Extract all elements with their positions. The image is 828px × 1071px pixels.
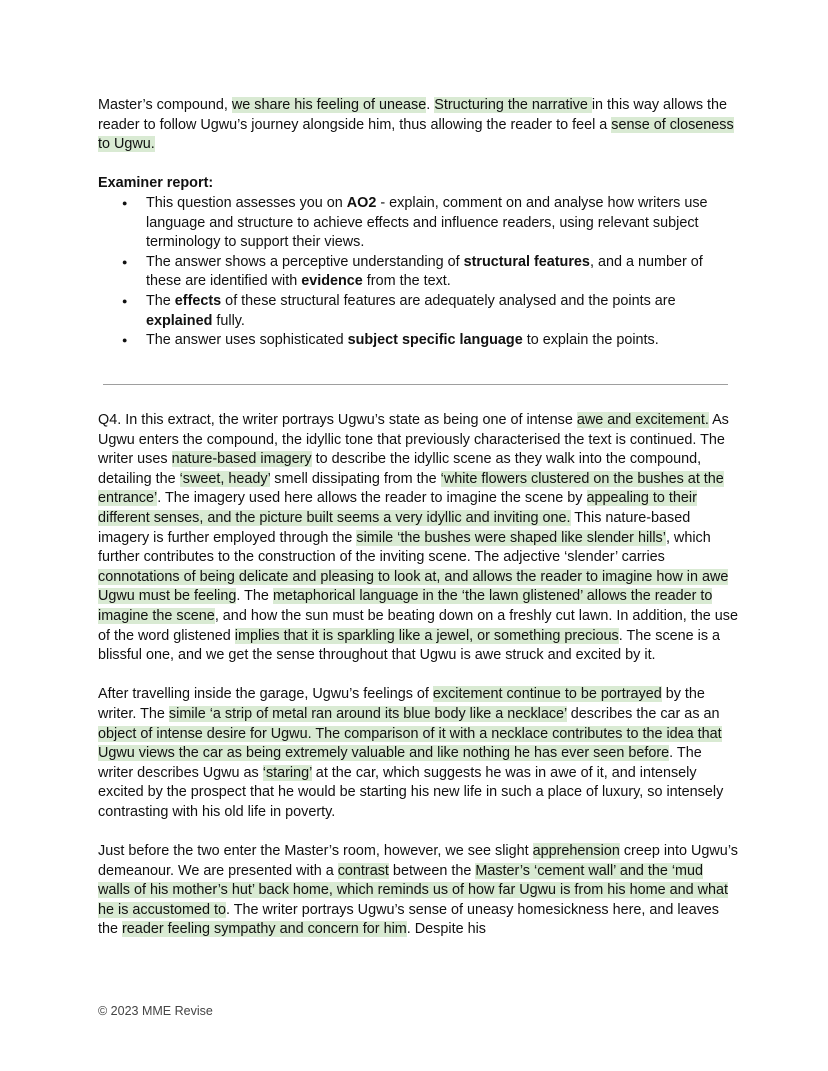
q4-paragraph-2 [98,685,738,822]
horizontal-divider [103,384,728,385]
text-run: between the [388,862,476,879]
text-run: . The imagery used here allows the reader to imagine the scene by [157,490,587,507]
intro-and-report [98,96,738,351]
text-run: . The writer describes Ugwu as [98,745,702,781]
text-run: by the writer. The [98,686,705,722]
text-run: Just before the two enter the Master’s room, however, we see slight [98,843,533,860]
text-run: to explain the points. [522,332,659,349]
text-run: creep into Ugwu’s demeanour. We are presented with a [98,843,738,879]
bold-run: subject specific language [347,332,523,349]
highlight-run: contrast [337,862,389,879]
highlight-run: sense of closeness to Ugwu. [98,116,734,153]
highlight-run: apprehension [532,843,620,860]
highlight-run: Structuring the narrative [434,97,592,113]
bold-run: effects [174,292,222,309]
examiner-report-heading: Examiner report: [98,175,214,192]
text-run: This nature-based imagery is further employed through the [98,509,691,546]
highlight-run: excitement continue to be portrayed [432,686,662,703]
report-bullet-4 [146,331,738,351]
highlight-run: reader feeling sympathy and concern for him [122,921,407,938]
text-run: The answer shows a perceptive understanding of [146,253,464,270]
q4-paragraph-3 [98,842,738,940]
bold-run: AO2 [346,194,377,211]
text-run: to describe the idyllic scene as they walk into the compound, detailing the [98,451,702,487]
highlight-run: simile ‘a strip of metal ran around its blue body like a necklace’ [168,705,567,722]
text-run: in this way allows the reader to follow Ugwu’s journey alongside him, thus allowing the reader to feel a [98,97,728,133]
text-run: . The [236,588,273,605]
highlight-run: simile ‘the bushes were shaped like slender hills’ [356,529,666,546]
text-run: - explain, comment on and analyse how writers use language and structure to achieve effects and influence readers, using relevant subject terminology to support their views. [146,194,708,251]
text-run: The answer uses sophisticated [146,332,348,349]
highlight-run: connotations of being delicate and pleasing to look at, and allows the reader to imagine how in awe Ugwu must be feeling [98,568,729,605]
text-run: fully. [212,312,245,329]
text-run: . [426,97,435,113]
text-run: , which further contributes to the construction of the inviting scene. The adjective ‘slender’ carries [98,529,711,566]
text-run: from the text. [362,273,451,290]
copyright-footer: © 2023 MME Revise [98,1004,213,1018]
text-run: Master’s compound, [98,97,232,113]
text-run: , and how the sun must be beating down on a freshly cut lawn. In addition, the use of the word glistened [98,607,739,644]
bold-run: evidence [301,273,363,290]
highlight-run: metaphorical language in the ‘the lawn glistened’ allows the reader to imagine the scene [98,588,713,624]
highlight-run: we share his feeling of unease [231,97,427,113]
text-run: . The writer portrays Ugwu’s sense of uneasy homesickness here, and leaves the [98,901,719,938]
text-run: Q4. In this extract, the writer portrays Ugwu’s state as being one of intense [98,412,577,428]
text-run: at the car, which suggests he was in awe of it, and intensely excited by the prospect that he would be starting his new life in such a place of luxury, so intensely contrasting with his old life in poverty. [98,764,724,820]
text-run: After travelling inside the garage, Ugwu’s feelings of [98,686,433,703]
highlight-run: object of intense desire for Ugwu. The comparison of it with a necklace contributes to the idea that Ugwu views the car as being extremely valuable and like nothing he has ever seen before [98,725,722,762]
highlight-run: ‘staring’ [262,764,312,781]
text-run: The [146,292,175,309]
examiner-report-list [98,194,738,351]
report-bullet-1 [146,194,738,253]
q4-answer [98,411,738,940]
text-run: , and a number of these are identified with [146,253,703,290]
bold-run: explained [146,312,213,329]
highlight-run: nature-based imagery [171,451,312,468]
text-run: This question assesses you on [146,194,347,211]
text-run: describes the car as an [566,705,720,722]
bold-run: structural features [463,253,590,270]
intro-paragraph [98,96,738,155]
text-run: smell dissipating from the [270,470,441,487]
report-bullet-2 [146,253,738,292]
highlight-run: appealing to their different senses, and the picture built seems a very idyllic and inviting one. [98,490,697,526]
highlight-run: ‘sweet, heady’ [179,470,271,487]
text-run: . Despite his [406,921,486,938]
text-run: As Ugwu enters the compound, the idyllic tone that previously characterised the text is continued. The writer uses [98,412,729,468]
text-run: . The scene is a blissful one, and we get the sense throughout that Ugwu is awe struck and excited by it. [98,627,721,664]
highlight-run: Master’s ‘cement wall’ and the ‘mud walls of his mother’s hut’ back home, which reminds us of how far Ugwu is from his home and what he is accustomed to [98,862,728,918]
highlight-run: awe and excitement. [576,412,709,428]
highlight-run: ‘white flowers clustered on the bushes at the entrance’ [98,470,724,507]
text-run: of these structural features are adequately analysed and the points are [221,292,676,309]
report-bullet-3 [146,292,738,331]
q4-paragraph-1 [98,411,738,666]
highlight-run: implies that it is sparkling like a jewel, or something precious [234,627,619,644]
